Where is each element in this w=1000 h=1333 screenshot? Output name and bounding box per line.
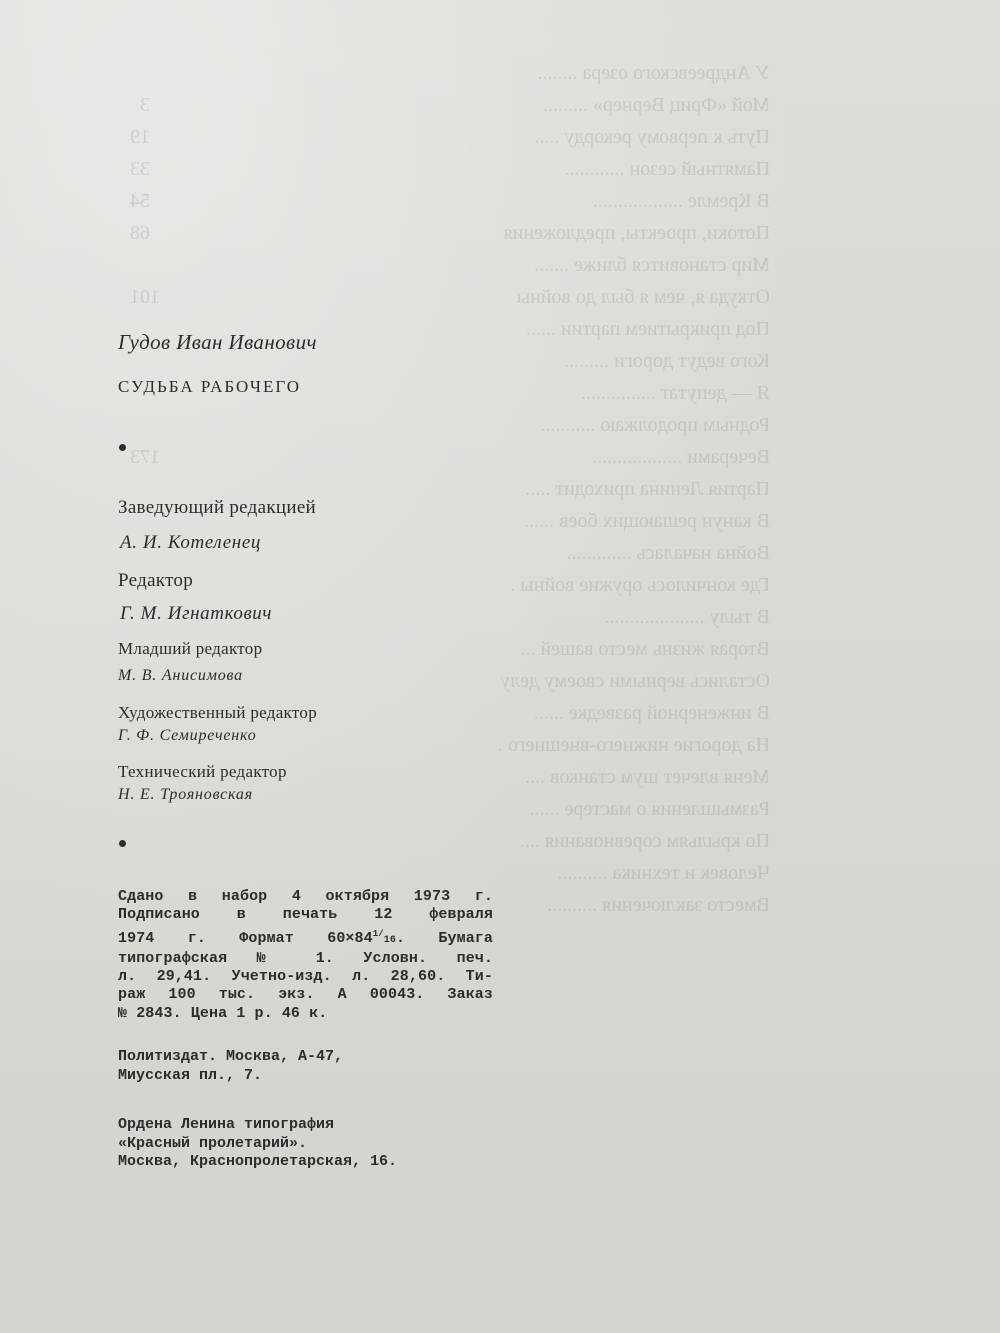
publisher-line: Миусская пл., 7. (118, 1066, 263, 1084)
credit-name-art-editor: Г. Ф. Семиреченко (118, 727, 257, 744)
imprint-line: л. 29,41. Учетно-изд. л. 28,60. Ти- (118, 968, 493, 986)
imprint-block (118, 888, 493, 1023)
format-denominator: 16 (383, 934, 396, 946)
imprint-line: Сдано в набор 4 октября 1973 г. (118, 888, 493, 905)
credit-name-head-of-editorial: А. И. Котеленец (120, 532, 261, 553)
publisher-line: Политиздат. Москва, А-47, (118, 1048, 344, 1065)
credit-role-head-of-editorial: Заведующий редакцией (118, 497, 317, 518)
imprint-line (118, 925, 493, 950)
credit-name-technical-editor: Н. Е. Трояновская (118, 786, 253, 803)
credit-name-editor: Г. М. Игнаткович (120, 603, 273, 624)
printer-line: Ордена Ленина типография (118, 1116, 335, 1133)
imprint-line: раж 100 тыс. экз. А 00043. Заказ (118, 986, 493, 1004)
format-fraction: 1/ (372, 928, 384, 939)
show-through-background: У Андреевского озера ........ Мой «Фриц Вернер» ......... Путь к первому рекорду ..... Памятный сезон ............ В Кремле .................. Потоки, проекты, предложения Мир становится ближе ....... Откуда я, чем я был до войны Под прикрытием партии ...... Кого ведут дороги ......... Я — депутат ............... Родным продолжаю ........... Вечерами .................. Партия Ленина приходит ..... В канун решающих боев ...... Война началась ............. Где кончилось оружие войны . В тылу .................... Вторая жизнь место вашей ... Остались верными своему делу В инженерной разведке ...... На дорогие нижнего-внешнего . Меня влечет шум станков .... Размышления о мастере ...... По крыльям соревнования .... Человек и техника .......... Вместо заключения .......... 3 19 33 54 68 101 173 (130, 62, 770, 916)
imprint-line: Подписано в печать 12 февраля (118, 906, 493, 924)
printer-line: «Красный пролетарий». (118, 1134, 308, 1152)
credit-role-technical-editor: Технический редактор (118, 762, 287, 781)
imprint-format-tail: . Бумага (395, 929, 493, 947)
imprint-line: типографская № 1. Условн. печ. (118, 949, 493, 967)
book-title: СУДЬБА РАБОЧЕГО (118, 377, 302, 396)
printer-line: Москва, Краснопролетарская, 16. (118, 1153, 398, 1170)
imprint-format-text: 1974 г. Формат 60×84 (118, 929, 373, 947)
printer-block (118, 1116, 397, 1172)
credit-role-art-editor: Художественный редактор (118, 703, 317, 722)
credit-role-junior-editor: Младший редактор (118, 639, 263, 658)
author-name: Гудов Иван Иванович (118, 330, 317, 354)
separator-bullet (119, 840, 126, 847)
imprint-line: № 2843. Цена 1 р. 46 к. (118, 1004, 328, 1022)
separator-bullet (119, 444, 126, 451)
credit-name-junior-editor: М. В. Анисимова (118, 667, 243, 684)
credit-role-editor: Редактор (118, 570, 194, 591)
publisher-block (118, 1048, 343, 1085)
